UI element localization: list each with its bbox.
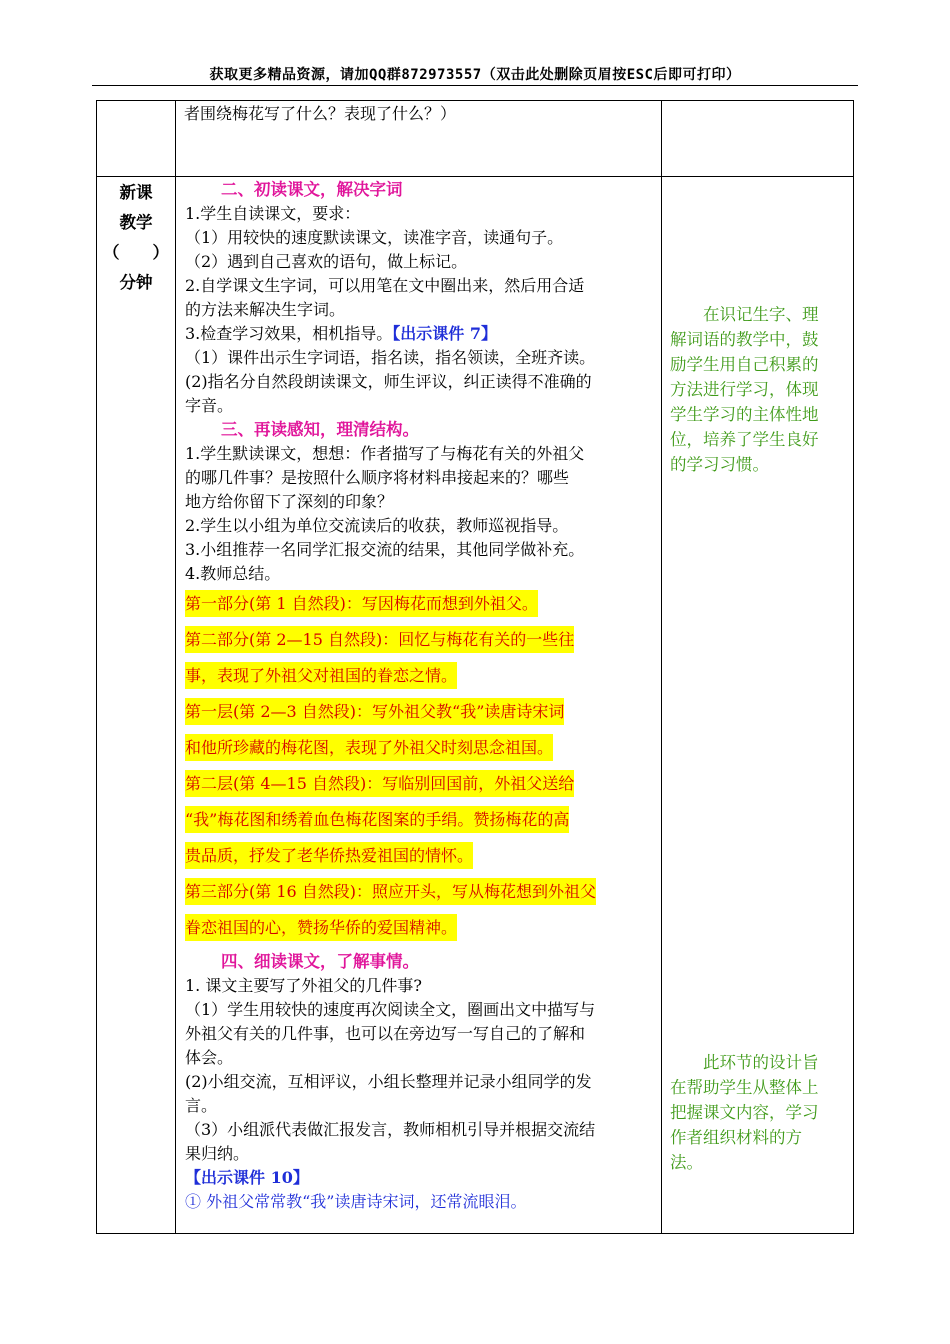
text-line: 的哪几件事？是按照什么顺序将材料串接起来的？哪些 <box>185 468 570 487</box>
highlighted-text: 第二层(第 4—15 自然段)：写临别回国前，外祖父送给 <box>185 770 574 797</box>
section-3-title: 三、再读感知，理清结构。 <box>221 420 419 439</box>
highlight-line <box>185 586 661 622</box>
highlight-line <box>185 658 661 694</box>
highlighted-text: 第一层(第 2—3 自然段)：写外祖父教“我”读唐诗宋词 <box>185 698 564 725</box>
text-line: （1）课件出示生字词语，指名读，指名领读，全班齐读。 <box>185 348 596 367</box>
text-line: （1）用较快的速度默读课文，读准字音，读通句子。 <box>185 228 564 247</box>
table-row-divider <box>96 176 854 177</box>
text-line: 1. 课文主要写了外祖父的几件事? <box>185 976 422 995</box>
text-line: 2.自学课文生字词，可以用笔在文中圈出来，然后用合适 <box>185 276 585 295</box>
note-line: 在帮助学生从整体上 <box>670 1078 819 1097</box>
section-2-title: 二、初读课文，解决字词 <box>221 180 403 199</box>
table-border-left <box>96 100 97 1234</box>
table-divider-1 <box>175 100 176 1234</box>
main-content <box>185 178 661 1214</box>
note-line: 解词语的教学中，鼓 <box>670 330 819 349</box>
highlighted-text: 第一部分(第 1 自然段)：写因梅花而想到外祖父。 <box>185 590 538 617</box>
text-line: ① 外祖父常常教“我”读唐诗宋词，还常流眼泪。 <box>185 1192 527 1211</box>
highlight-line <box>185 766 661 802</box>
slide-10-tag: 【出示课件 10】 <box>185 1168 309 1187</box>
text-line: (2)指名分自然段朗读课文，师生评议，纠正读得不准确的 <box>185 372 592 391</box>
text-line: 字音。 <box>185 396 234 415</box>
note-line: 此环节的设计旨 <box>670 1053 819 1072</box>
section-4-title: 四、细读课文，了解事情。 <box>221 952 419 971</box>
note-line: 法。 <box>670 1153 703 1172</box>
section-label-line-4: 分钟 <box>119 273 153 292</box>
text-line: 2.学生以小组为单位交流读后的收获，教师巡视指导。 <box>185 516 569 535</box>
text-line: 体会。 <box>185 1048 234 1067</box>
note-line: 励学生用自己积累的 <box>670 355 819 374</box>
note-line: 的学习习惯。 <box>670 455 769 474</box>
header-divider <box>92 85 858 86</box>
text-line: 外祖父有关的几件事，也可以在旁边写一写自己的了解和 <box>185 1024 586 1043</box>
highlighted-text: 眷恋祖国的心，赞扬华侨的爱国精神。 <box>185 914 457 941</box>
note-line: 学生学习的主体性地 <box>670 405 819 424</box>
table-border-right <box>853 100 854 1234</box>
text-line: 果归纳。 <box>185 1144 250 1163</box>
text-line: 4.教师总结。 <box>185 564 281 583</box>
note-line: 在识记生字、理 <box>670 305 819 324</box>
design-note-1 <box>670 302 852 477</box>
highlighted-text: 和他所珍藏的梅花图，表现了外祖父时刻思念祖国。 <box>185 734 553 761</box>
top-row-cell <box>184 102 456 126</box>
text-line: 的方法来解决生字词。 <box>185 300 346 319</box>
highlight-line <box>185 694 661 730</box>
text-line: (2)小组交流，互相评议，小组长整理并记录小组同学的发 <box>185 1072 592 1091</box>
design-note-2 <box>670 1050 852 1175</box>
text-line-with-slide <box>185 322 661 346</box>
text-line: （1）学生用较快的速度再次阅读全文，圈画出文中描写与 <box>185 1000 596 1019</box>
highlight-line <box>185 838 661 874</box>
highlighted-text: 第三部分(第 16 自然段)：照应开头，写从梅花想到外祖父 <box>185 878 596 905</box>
text-line: 1.学生默读课文，想想：作者描写了与梅花有关的外祖父 <box>185 444 585 463</box>
highlight-line <box>185 874 661 910</box>
top-row-text: 者围绕梅花写了什么？表现了什么？） <box>184 104 457 123</box>
highlighted-text: 事，表现了外祖父对祖国的眷恋之情。 <box>185 662 457 689</box>
note-line: 作者组织材料的方 <box>670 1128 802 1147</box>
text-line: （2）遇到自己喜欢的语句，做上标记。 <box>185 252 468 271</box>
text-line: 地方给你留下了深刻的印象？ <box>185 492 394 511</box>
highlight-line <box>185 730 661 766</box>
highlight-line <box>185 622 661 658</box>
highlighted-text: 第二部分(第 2—15 自然段)：回忆与梅花有关的一些往 <box>185 626 574 653</box>
highlight-line <box>185 802 661 838</box>
text-line: 3.小组推荐一名同学汇报交流的结果，其他同学做补充。 <box>185 540 585 559</box>
highlighted-text: “我”梅花图和绣着血色梅花图案的手绢。赞扬梅花的高 <box>185 806 569 833</box>
slide-7-tag: 【出示课件 7】 <box>392 324 497 343</box>
text-span: 3.检查学习效果，相机指导。 <box>185 324 393 343</box>
note-line: 位，培养了学生良好 <box>670 430 819 449</box>
text-line: 言。 <box>185 1096 218 1115</box>
highlighted-text: 贵品质，抒发了老华侨热爱祖国的情怀。 <box>185 842 473 869</box>
section-label <box>98 178 174 298</box>
table-border-top <box>96 100 854 101</box>
text-line: （3）小组派代表做汇报发言，教师相机引导并根据交流结 <box>185 1120 596 1139</box>
highlight-line <box>185 910 661 946</box>
section-label-line-3: （ ） <box>103 243 169 262</box>
page-header: 获取更多精品资源，请加QQ群872973557（双击此处删除页眉按ESC后即可打印） <box>209 67 741 83</box>
note-line: 方法进行学习，体现 <box>670 380 819 399</box>
table-divider-2 <box>661 100 662 1234</box>
table-border-bottom <box>96 1233 854 1234</box>
section-label-line-2: 教学 <box>119 213 153 232</box>
text-line: 1.学生自读课文，要求： <box>185 204 361 223</box>
section-label-line-1: 新课 <box>119 183 153 202</box>
note-line: 把握课文内容，学习 <box>670 1103 819 1122</box>
